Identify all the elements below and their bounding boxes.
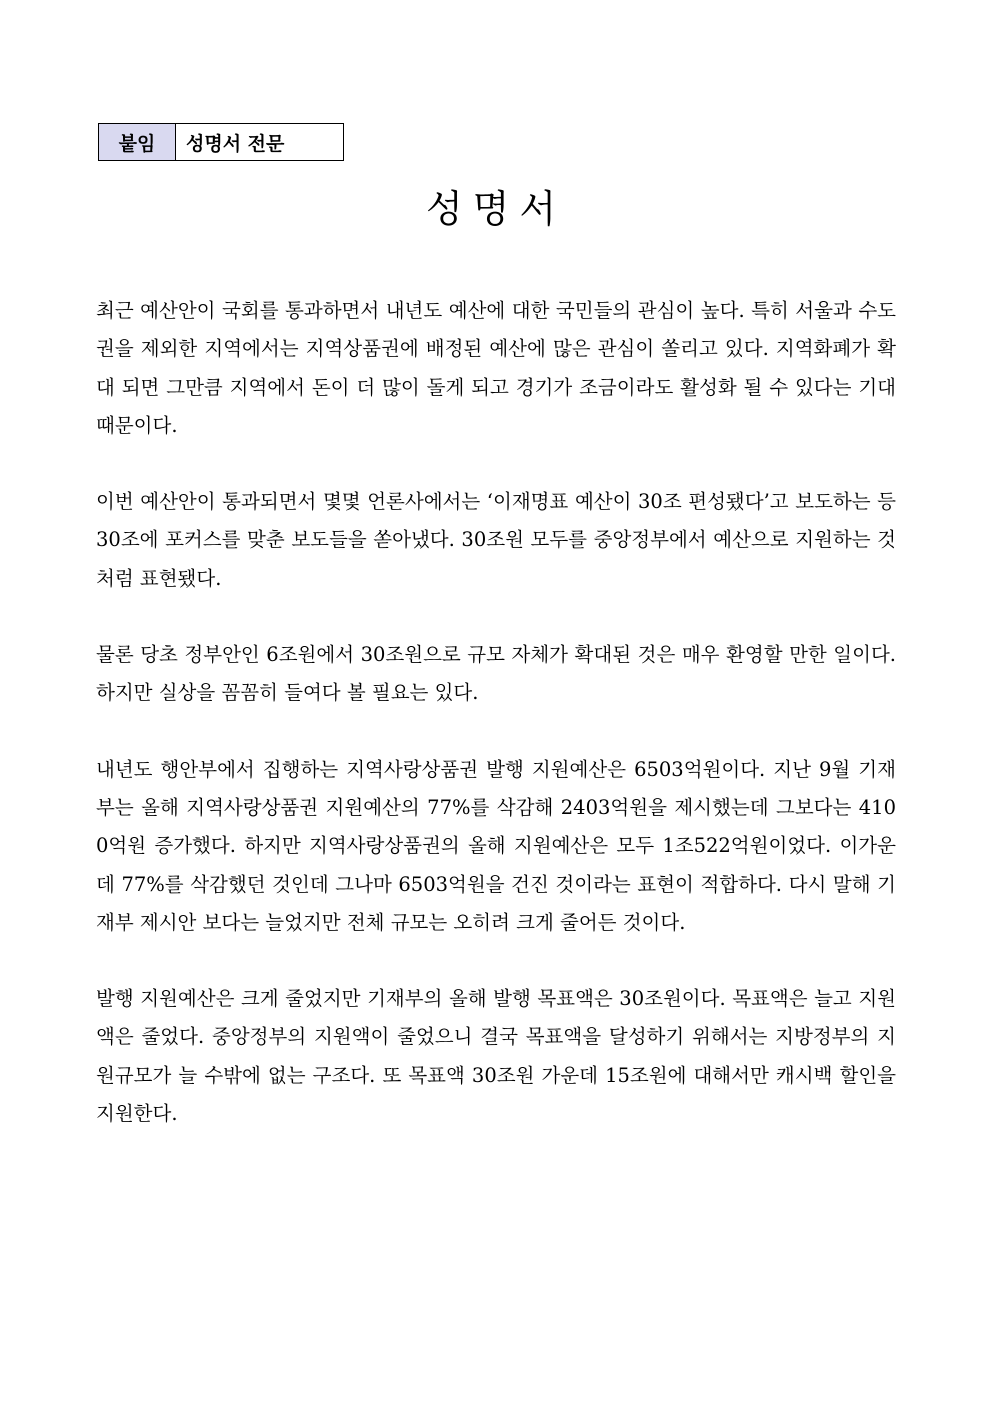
paragraph: 내년도 행안부에서 집행하는 지역사랑상품권 발행 지원예산은 6503억원이다. 지난 9월 기재부는 올해 지역사랑상품권 지원예산의 77%를 삭감해 2403억원을 제시했는데 그보다는 4100억원 증가했다. 하지만 지역사랑상품권의 올해 지원예산은 모두 1조522억원이었다. 이가운데 77%를 삭감했던 것인데 그나마 6503억원을 건진 것이라는 표현이 적합하다. 다시 말해 기재부 제시안 보다는 늘었지만 전체 규모는 오히려 크게 줄어든 것이다. (96, 757, 896, 934)
attachment-box (98, 123, 344, 161)
attachment-label: 붙임 (99, 124, 176, 160)
paragraph: 이번 예산안이 통과되면서 몇몇 언론사에서는 ‘이재명표 예산이 30조 편성됐다’고 보도하는 등 30조에 포커스를 맞춘 보도들을 쏟아냈다. 30조원 모두를 중앙정부에서 예산으로 지원하는 것처럼 표현됐다. (96, 490, 896, 590)
paragraph: 최근 예산안이 국회를 통과하면서 내년도 예산에 대한 국민들의 관심이 높다. 특히 서울과 수도권을 제외한 지역에서는 지역상품권에 배정된 예산에 많은 관심이 쏠리고 있다. 지역화폐가 확대 되면 그만큼 지역에서 돈이 더 많이 돌게 되고 경기가 조금이라도 활성화 될 수 있다는 기대 때문이다. (96, 299, 896, 437)
paragraph: 발행 지원예산은 크게 줄었지만 기재부의 올해 발행 목표액은 30조원이다. 목표액은 늘고 지원액은 줄었다. 중앙정부의 지원액이 줄었으니 결국 목표액을 달성하기 위해서는 지방정부의 지원규모가 늘 수밖에 없는 구조다. 또 목표액 30조원 가운데 15조원에 대해서만 캐시백 할인을 지원한다. (96, 987, 896, 1126)
paragraph: 물론 당초 정부안인 6조원에서 30조원으로 규모 자체가 확대된 것은 매우 환영할 만한 일이다. 하지만 실상을 꼼꼼히 들여다 볼 필요는 있다. (96, 643, 896, 705)
document-body (96, 292, 896, 1171)
attachment-title: 성명서 전문 (186, 132, 285, 155)
document-title: 성명서 (425, 187, 567, 231)
